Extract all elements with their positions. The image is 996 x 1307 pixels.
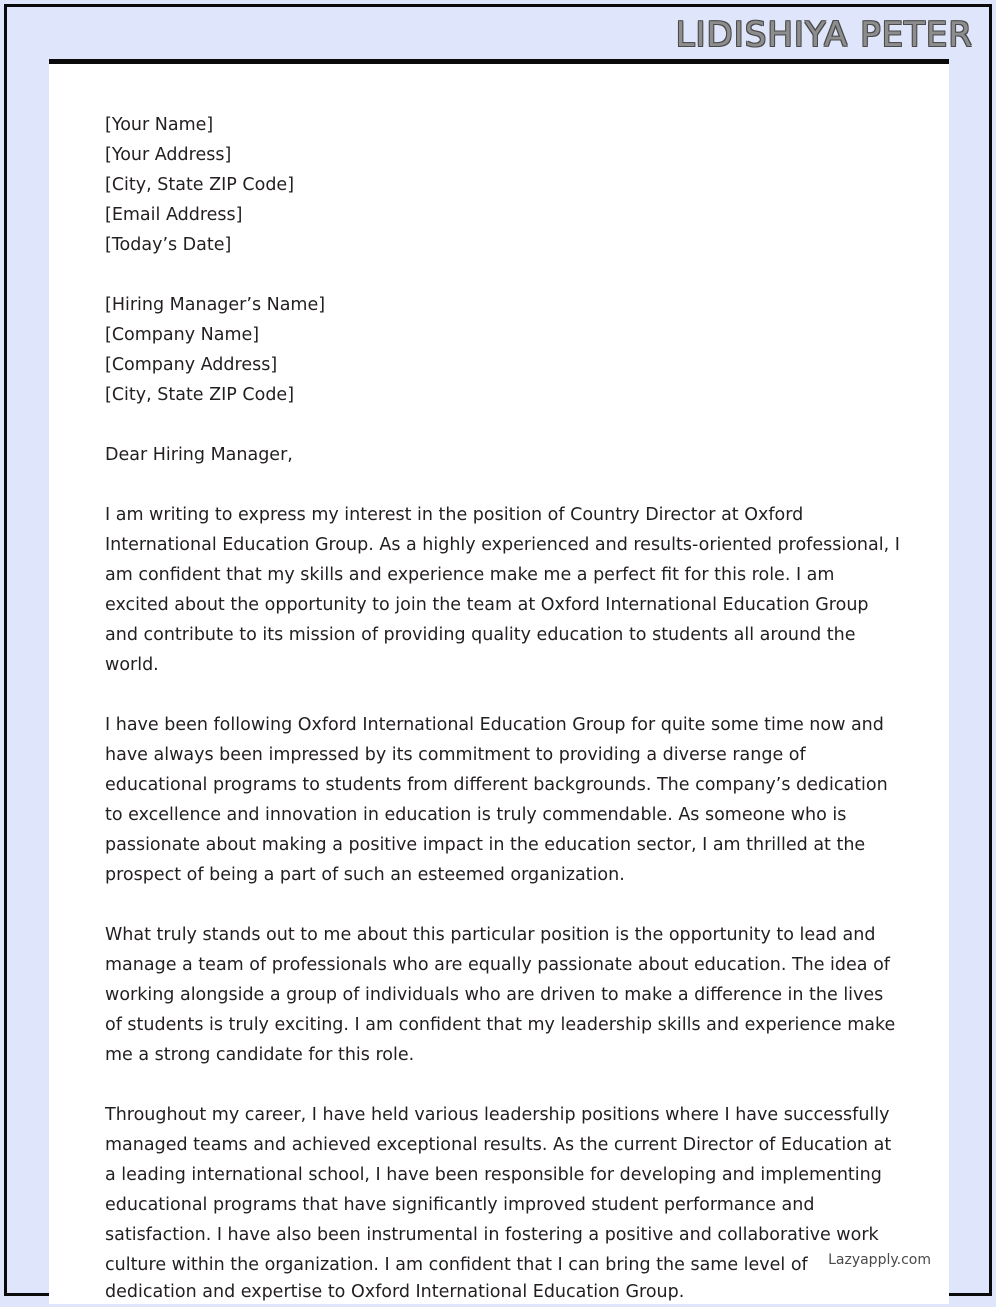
cover-letter-sheet [49,59,949,1304]
recipient-line: [Company Name] [105,325,260,345]
sender-line: [Your Name] [105,115,214,135]
recipient-address-block [105,290,901,410]
sender-address-block [105,110,901,260]
spacer [105,680,901,710]
sender-line: [Email Address] [105,205,243,225]
cover-letter-body [105,110,901,1280]
salutation: Dear Hiring Manager, [105,445,293,465]
sender-line: [Your Address] [105,145,232,165]
spacer [105,1070,901,1100]
watermark-label: Lazyapply.com [824,1250,935,1270]
spacer [105,890,901,920]
spacer [105,260,901,290]
spacer [105,470,901,500]
letter-paragraph: Throughout my career, I have held various leadership positions where I have successfully managed teams and achieved exceptional results. As the current Director of Education at a leading international school, I have been responsible for developing and implementing educational programs that have significantly improved student performance and satisfaction. I have also been instrumental in fostering a positive and collaborative work culture within the organization. I am confident that I can bring the same level of [105,1105,892,1275]
letter-paragraph: I am writing to express my interest in the position of Country Director at Oxford International Education Group. As a highly experienced and results-oriented professional, I am confident that my skills and experience make me a perfect fit for this role. I am excited about the opportunity to join the team at Oxford International Education Group and contribute to its mission of providing quality education to students all around the world. [105,505,900,675]
document-page-frame [4,4,992,1302]
letter-paragraph: I have been following Oxford International Education Group for quite some time now and have always been impressed by its commitment to providing a diverse range of educational programs to students from different backgrounds. The company’s dedication to excellence and innovation in education is truly commendable. As someone who is passionate about making a positive impact in the education sector, I am thrilled at the prospect of being a part of such an esteemed organization. [105,715,888,885]
recipient-line: [Company Address] [105,355,278,375]
letter-paragraph: What truly stands out to me about this particular position is the opportunity to lead and manage a team of professionals who are equally passionate about education. The idea of working alongside a group of individuals who are driven to make a difference in the lives of students is truly exciting. I am confident that my leadership skills and experience make me a strong candidate for this role. [105,925,896,1065]
letter-overflow-line: dedication and expertise to Oxford International Education Group. [105,1282,685,1302]
spacer [105,410,901,440]
recipient-line: [City, State ZIP Code] [105,385,295,405]
page-title: LIDISHIYA PETER [675,15,973,55]
recipient-line: [Hiring Manager’s Name] [105,295,326,315]
sender-line: [Today’s Date] [105,235,232,255]
sender-line: [City, State ZIP Code] [105,175,295,195]
